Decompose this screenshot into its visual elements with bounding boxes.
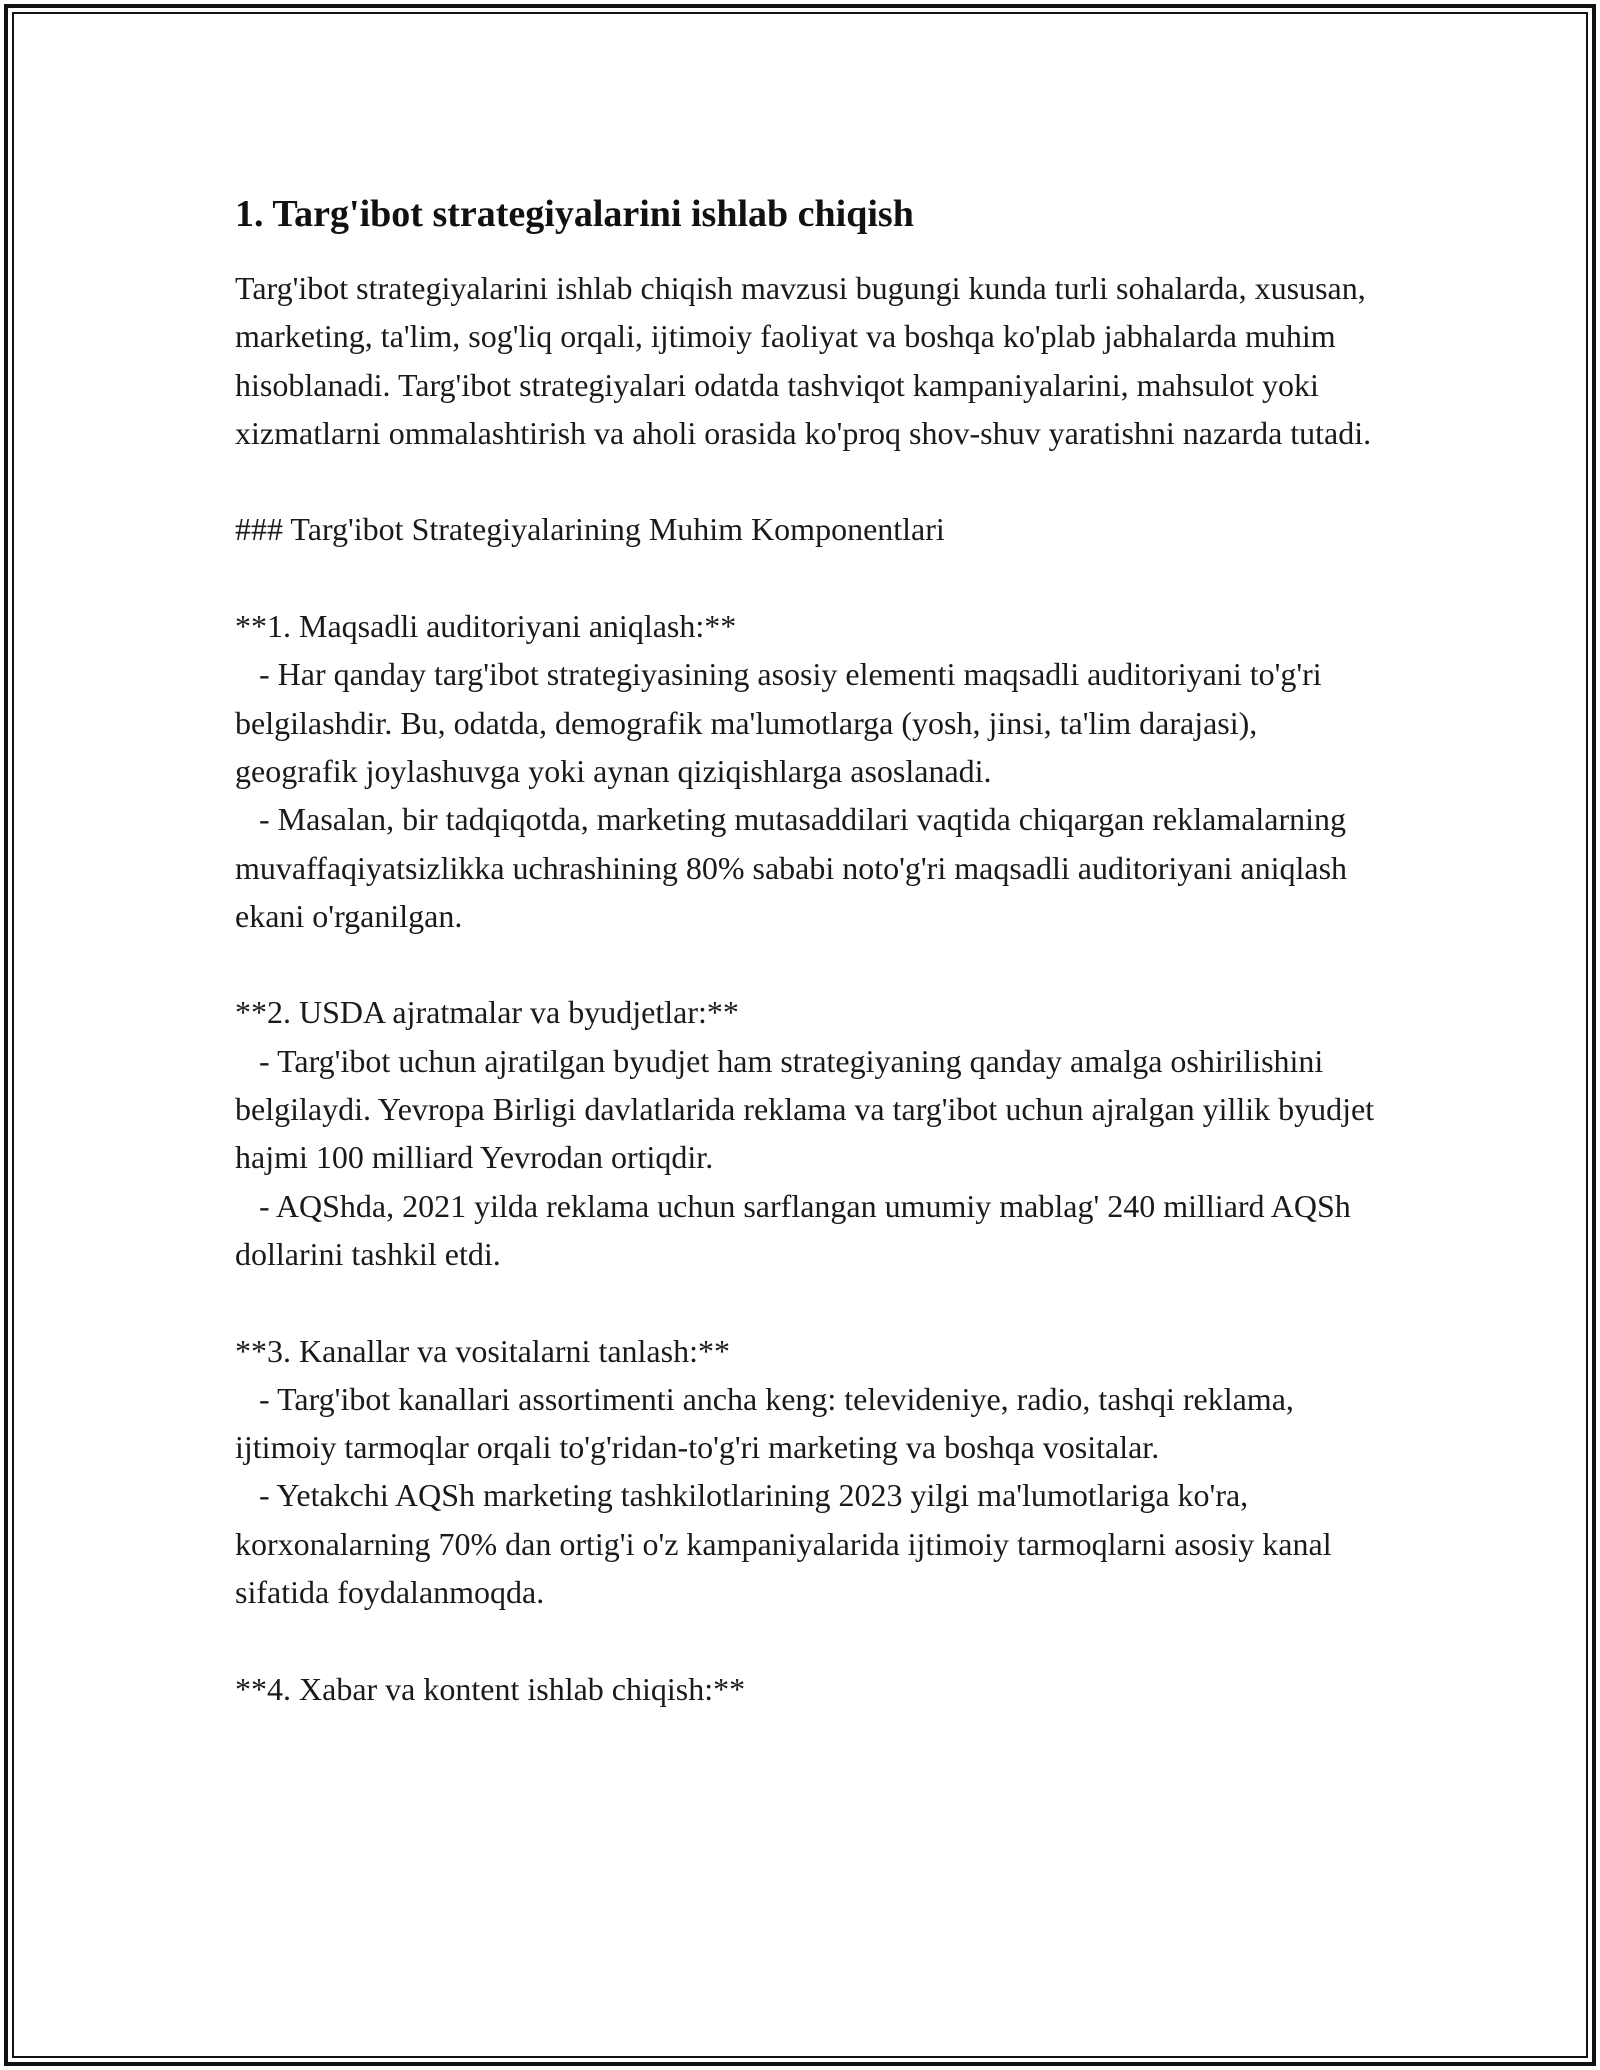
spacer xyxy=(235,940,1375,988)
item-heading-1: **1. Maqsadli auditoriyani aniqlash:** xyxy=(235,608,737,645)
spacer xyxy=(235,554,1375,602)
item-1-point-1: - Har qanday targ'ibot strategiyasining asosiy elementi maqsadli auditoriyani to'g'ri belgilashdir. Bu, odatda, demografik ma'lumotlarga (yosh, jinsi, ta'lim darajasi), geografik joylashuvga yoki aynan qiziqishlarga asoslanadi. xyxy=(235,656,1330,789)
item-heading-4: **4. Xabar va kontent ishlab chiqish:** xyxy=(235,1670,746,1707)
spacer xyxy=(235,457,1375,505)
document-title: 1. Targ'ibot strategiyalarini ishlab chiqish xyxy=(235,193,914,235)
item-2-point-2: - AQShda, 2021 yilda reklama uchun sarflangan umumiy mablag' 240 milliard AQSh dollarini tashkil etdi. xyxy=(235,1187,1359,1272)
item-2-point-1: - Targ'ibot uchun ajratilgan byudjet ham strategiyaning qanday amalga oshirilishini belgilaydi. Yevropa Birligi davlatlarida reklama va targ'ibot uchun ajralgan yillik byudjet hajmi 100 milliard Yevrodan ortiqdir. xyxy=(235,1042,1383,1176)
document-body xyxy=(235,186,1383,1713)
item-3-point-1: - Targ'ibot kanallari assortimenti ancha keng: televideniye, radio, tashqi reklama, ijtimoiy tarmoqlar orqali to'g'ridan-to'g'ri marketing va boshqa vositalar. xyxy=(235,1380,1302,1466)
spacer xyxy=(235,1616,1375,1664)
item-1-point-2: - Masalan, bir tadqiqotda, marketing mutasaddilari vaqtida chiqargan reklamalarning muvaffaqiyatsizlikka uchrashining 80% sababi noto'g'ri maqsadli auditoriyani aniqlash ekani o'rganilgan. xyxy=(235,801,1356,934)
section-heading: ### Targ'ibot Strategiyalarining Muhim Komponentlari xyxy=(235,511,945,548)
item-heading-3: **3. Kanallar va vositalarni tanlash:** xyxy=(235,1332,730,1369)
intro-paragraph: Targ'ibot strategiyalarini ishlab chiqish mavzusi bugungi kunda turli sohalarda, xususan, marketing, ta'lim, sog'liq orqali, ijtimoiy faoliyat va boshqa ko'plab jabhalarda muhim hisoblanadi. Targ'ibot strategiyalari odatda tashviqot kampaniyalarini, mahsulot yoki xizmatlarni ommalashtirish va aholi orasida ko'proq shov-shuv yaratishni nazarda tutadi. xyxy=(235,270,1374,451)
item-heading-2: **2. USDA ajratmalar va byudjetlar:** xyxy=(235,994,739,1031)
spacer xyxy=(235,1278,1375,1326)
item-3-point-2: - Yetakchi AQSh marketing tashkilotlarining 2023 yilgi ma'lumotlariga ko'ra, korxonalarning 70% dan ortig'i o'z kampaniyalarida ijtimoiy tarmoqlarni asosiy kanal sifatida foydalanmoqda. xyxy=(235,1477,1340,1611)
